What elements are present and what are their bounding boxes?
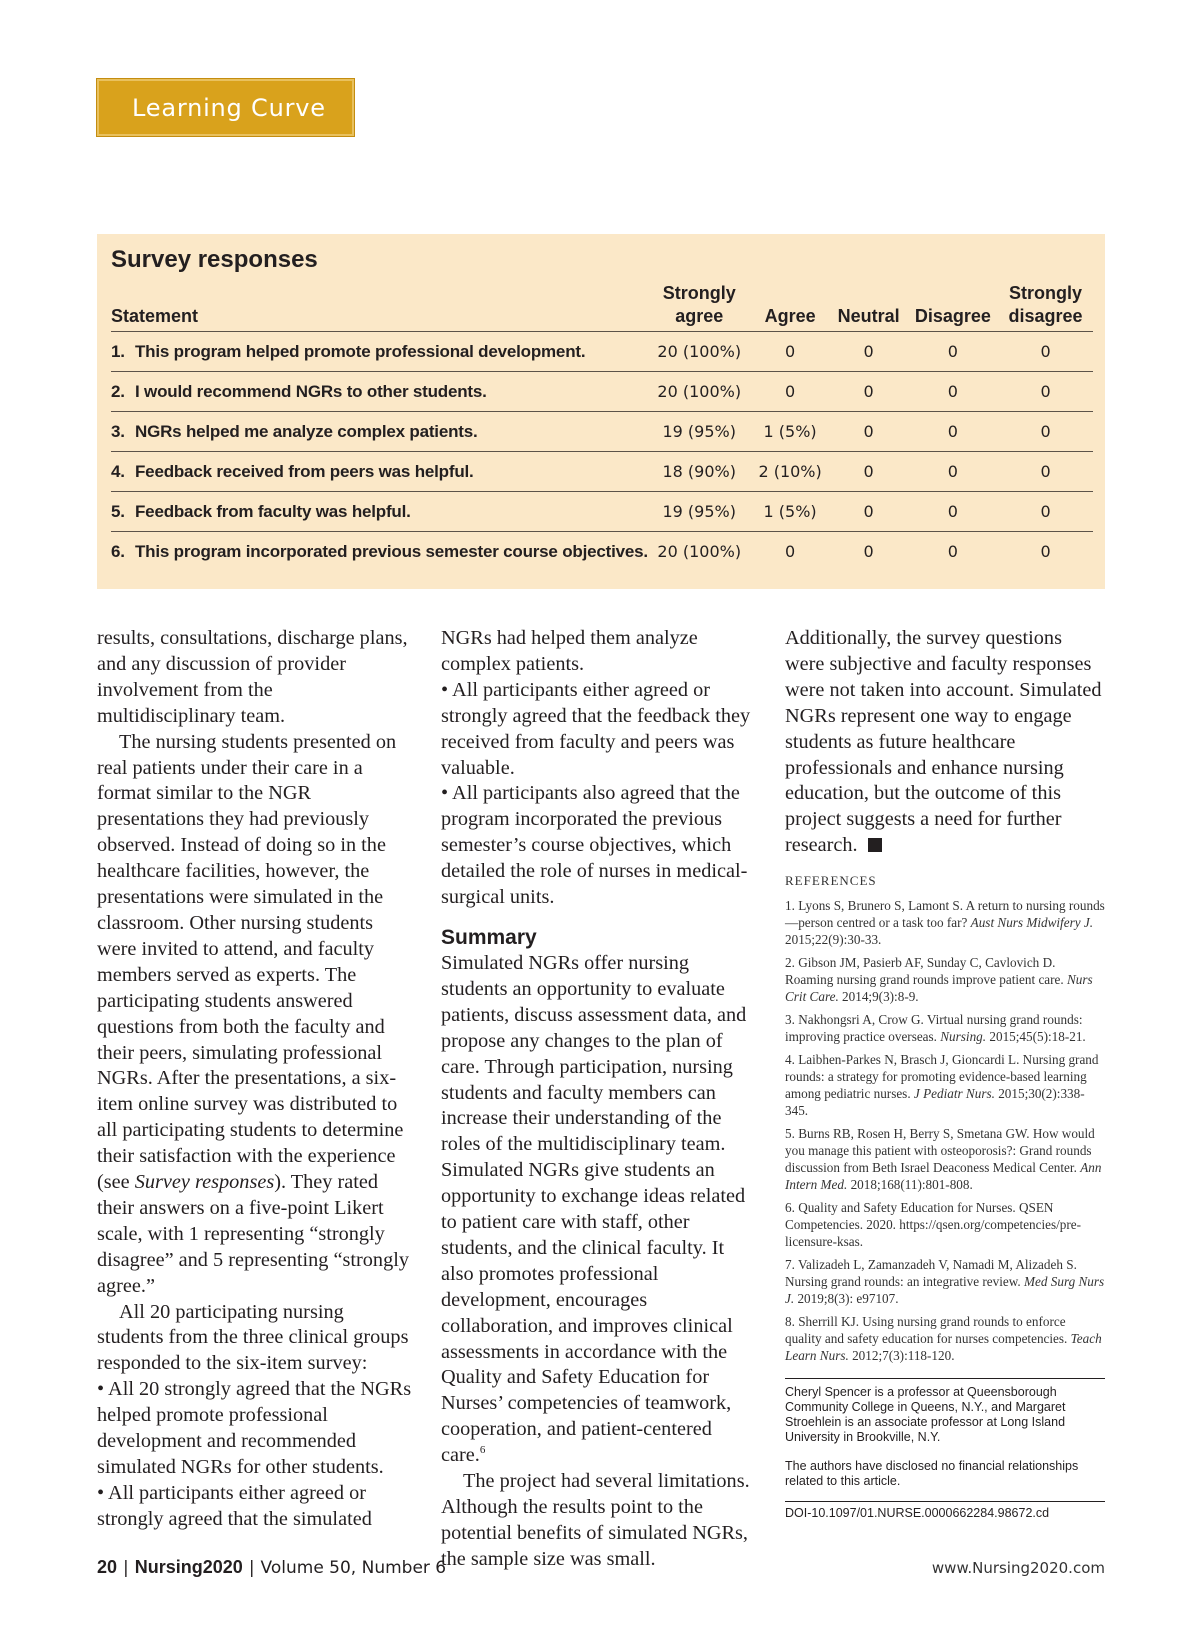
paragraph: NGRs had helped them analyze complex patients. xyxy=(441,627,698,675)
response-cell: 0 xyxy=(908,332,998,372)
references-list xyxy=(785,897,1105,1364)
bullet-item: • All participants either agreed or strongly agreed that the feedback they received from faculty and peers was valuable. xyxy=(441,678,751,779)
section-banner xyxy=(97,79,354,136)
response-cell: 20 (100%) xyxy=(648,372,751,412)
disclosure: The authors have disclosed no financial relationships related to this article. xyxy=(785,1459,1079,1489)
header-strongly-disagree: Strongly disagree xyxy=(998,282,1093,332)
header-strongly-agree: Strongly agree xyxy=(648,282,751,332)
header-statement: Statement xyxy=(111,282,648,332)
response-cell: 1 (5%) xyxy=(751,412,830,452)
statement-cell: 3. NGRs helped me analyze complex patients. xyxy=(111,412,648,452)
header-disagree: Disagree xyxy=(908,282,998,332)
response-cell: 18 (90%) xyxy=(648,452,751,492)
response-cell: 0 xyxy=(998,492,1093,532)
bullet-item: • All participants either agreed or strongly agreed that the simulated xyxy=(97,1481,372,1530)
response-cell: 0 xyxy=(947,542,958,562)
survey-header-row xyxy=(111,282,1093,332)
response-cell: 0 xyxy=(998,332,1093,372)
survey-table xyxy=(111,282,1093,572)
statement-cell: 4. Feedback received from peers was helpful. xyxy=(111,452,648,492)
response-cell: 0 xyxy=(830,332,908,372)
response-cell: 0 xyxy=(1040,542,1051,562)
survey-table-box xyxy=(97,234,1105,589)
paragraph: results, consultations, discharge plans, and any discussion of provider involvement from the multidisciplinary team. xyxy=(97,627,408,727)
footer-left: 20 | Nursing2020 | Volume 50, Number 6 xyxy=(97,1557,447,1578)
header-neutral: Neutral xyxy=(830,282,908,332)
response-cell: 0 xyxy=(998,372,1093,412)
reference-item: 5. Burns RB, Rosen H, Berry S, Smetana GW. How would you manage this patient with osteoporosis?: Grand rounds discussion from Beth Israel Deaconess Medical Center. Ann Intern Med. 2018;168(11):801-808. xyxy=(785,1126,1102,1193)
reference-item: 2. Gibson JM, Pasierb AF, Sunday C, Cavlovich D. Roaming nursing grand rounds improve patient care. Nurs Crit Care. 2014;9(3):8-9. xyxy=(785,955,1093,1005)
table-row xyxy=(111,372,1093,412)
reference-item: 7. Valizadeh L, Zamanzadeh V, Namadi M, Alizadeh S. Nursing grand rounds: an integrative review. Med Surg Nurs J. 2019;8(3): e97107. xyxy=(785,1257,1105,1307)
response-cell: 0 xyxy=(908,372,998,412)
journal-name: Nursing2020 xyxy=(134,1557,243,1577)
response-cell: 20 (100%) xyxy=(657,542,742,562)
response-cell: 0 xyxy=(830,492,908,532)
paragraph: Additionally, the survey questions were subjective and faculty responses were not taken into account. Simulated NGRs represent one way to engage students as future healthcare professionals and enhance nursing education, but the outcome of this project suggests a need for further research. xyxy=(785,627,1102,857)
response-cell: 0 xyxy=(830,412,908,452)
reference-item: 3. Nakhongsri A, Crow G. Virtual nursing grand rounds: improving practice overseas. Nursing. 2015;45(5):18-21. xyxy=(785,1012,1086,1045)
paragraph: Simulated NGRs offer nursing students an opportunity to evaluate patients, discuss assessment data, and propose any changes to the plan of care. Through participation, nursing students and faculty members can increase their understanding of the roles of the multidisciplinary team. Simulated NGRs give students an opportunity to exchange ideas related to patient care with staff, other students, and the clinical faculty. It also promotes professional development, encourages collaboration, and improves clinical assessments in accordance with the Quality and Safety Education for Nurses’ competencies of teamwork, cooperation, and patient-centered care.$^6$ xyxy=(441,951,747,1467)
response-cell: 0 xyxy=(830,372,908,412)
text-column-2 xyxy=(441,626,759,1573)
paragraph: All 20 participating nursing students from the three clinical groups responded to the six-item survey: xyxy=(97,1300,409,1375)
statement-cell: 5. Feedback from faculty was helpful. xyxy=(111,492,648,532)
table-row xyxy=(111,412,1093,452)
bullet-item: • All participants also agreed that the program incorporated the previous semester’s course objectives, which detailed the role of nurses in medical-surgical units. xyxy=(441,782,748,909)
statement-cell: 2. I would recommend NGRs to other students. xyxy=(111,372,648,412)
reference-item: 4. Laibhen-Parkes N, Brasch J, Gioncardi L. Nursing grand rounds: a strategy for promoting evidence-based learning among pediatric nurses. J Pediatr Nurs. 2015;30(2):338-345. xyxy=(785,1052,1099,1119)
paragraph: The nursing students presented on real patients under their care in a format similar to the NGR presentations they had previously observed. Instead of doing so in the healthcare facilities, however, the presentations were simulated in the classroom. Other nursing students were invited to attend, and faculty members served as experts. The participating students answered questions from both the faculty and their peers, simulating professional NGRs. After the presentations, a six-item online survey was distributed to all participating students to determine their satisfaction with the experience (see Survey responses). They rated their answers on a five-point Likert scale, with 1 representing “strongly disagree” and 5 representing “strongly agree.” xyxy=(97,730,409,1297)
table-row xyxy=(111,492,1093,532)
volume-info: Volume 50, Number 6 xyxy=(260,1558,447,1578)
doi: DOI-10.1097/01.NURSE.0000662284.98672.cd xyxy=(785,1501,1105,1521)
bullet-item: • All 20 strongly agreed that the NGRs helped promote professional development and recommended simulated NGRs for other students. xyxy=(97,1378,412,1478)
text-column-1 xyxy=(97,626,415,1533)
page-number: 20 xyxy=(97,1557,118,1577)
website-url: www.Nursing2020.com xyxy=(931,1559,1105,1577)
summary-heading: Summary xyxy=(441,925,537,949)
section-banner-label: Learning Curve xyxy=(132,93,326,122)
paragraph: The project had several limitations. Although the results point to the potential benefits of simulated NGRs, the sample size was small. xyxy=(441,1470,750,1570)
statement-cell: 6. This program incorporated previous semester course objectives. xyxy=(111,541,648,561)
table-row xyxy=(111,532,1093,572)
response-cell: 20 (100%) xyxy=(648,332,751,372)
response-cell: 19 (95%) xyxy=(648,412,751,452)
response-cell: 1 (5%) xyxy=(751,492,830,532)
response-cell: 0 xyxy=(785,542,796,562)
response-cell: 2 (10%) xyxy=(751,452,830,492)
response-cell: 0 xyxy=(751,372,830,412)
text-column-3 xyxy=(785,626,1105,1521)
survey-title: Survey responses xyxy=(111,246,318,273)
table-row xyxy=(111,332,1093,372)
response-cell: 0 xyxy=(998,412,1093,452)
response-cell: 0 xyxy=(908,492,998,532)
author-bio: Cheryl Spencer is a professor at Queensborough Community College in Queens, N.Y., and Margaret Stroehlein is an associate professor at Long Island University in Brookville, N.Y. xyxy=(785,1378,1105,1445)
response-cell: 0 xyxy=(908,412,998,452)
response-cell: 0 xyxy=(908,452,998,492)
references-heading: REFERENCES xyxy=(785,873,877,889)
reference-item: 1. Lyons S, Brunero S, Lamont S. A return to nursing rounds—person centred or a task too far? Aust Nurs Midwifery J. 2015;22(9):30-33. xyxy=(785,898,1105,948)
response-cell: 0 xyxy=(751,332,830,372)
response-cell: 0 xyxy=(863,542,874,562)
reference-item: 6. Quality and Safety Education for Nurses. QSEN Competencies. 2020. https://qsen.org/competencies/pre-licensure-ksas. xyxy=(785,1200,1082,1250)
response-cell: 0 xyxy=(998,452,1093,492)
reference-item: 8. Sherrill KJ. Using nursing grand rounds to enforce quality and safety education for nurses competencies. Teach Learn Nurs. 2012;7(3):118-120. xyxy=(785,1314,1102,1364)
response-cell: 19 (95%) xyxy=(648,492,751,532)
response-cell: 0 xyxy=(830,452,908,492)
statement-cell: 1. This program helped promote professional development. xyxy=(111,332,648,372)
header-agree: Agree xyxy=(751,282,830,332)
end-of-article-mark xyxy=(868,838,882,852)
table-row xyxy=(111,452,1093,492)
